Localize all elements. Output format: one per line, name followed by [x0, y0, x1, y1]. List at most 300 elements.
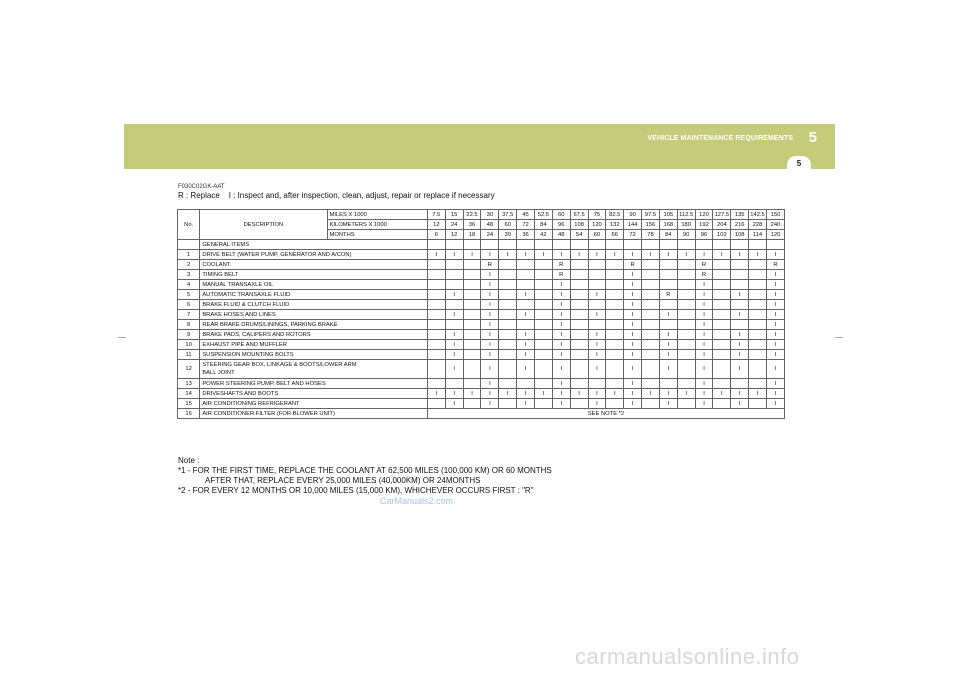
empty-cell — [749, 300, 767, 310]
item-number: 10 — [178, 340, 200, 350]
crop-mark-left — [118, 337, 126, 338]
empty-cell — [713, 280, 731, 290]
empty-cell — [499, 360, 517, 379]
action-cell: I — [481, 300, 499, 310]
item-description — [200, 330, 428, 340]
note-2: *2 - FOR EVERY 12 MONTHS OR 10,000 MILES (15,000 KM), WHICHEVER OCCURS FIRST : "R" — [178, 486, 534, 495]
empty-cell — [445, 300, 463, 310]
item-number: 7 — [178, 310, 200, 320]
action-cell: I — [588, 360, 606, 379]
empty-cell — [427, 310, 445, 320]
interval-months: 42 — [534, 230, 552, 240]
empty-cell — [570, 379, 588, 389]
interval-km: 72 — [517, 220, 535, 230]
empty-cell — [677, 379, 695, 389]
action-cell: I — [731, 350, 749, 360]
empty-cell — [570, 320, 588, 330]
interval-months: 24 — [481, 230, 499, 240]
table-row — [178, 270, 785, 280]
action-cell: I — [749, 389, 767, 399]
action-cell: I — [445, 389, 463, 399]
interval-miles: 52.5 — [534, 210, 552, 220]
empty-cell — [499, 290, 517, 300]
interval-km: 60 — [499, 220, 517, 230]
note-1-continued: AFTER THAT, REPLACE EVERY 25,000 MILES (40,000KM) OR 24MONTHS — [205, 476, 481, 485]
empty-cell — [534, 280, 552, 290]
header-row-miles — [178, 210, 785, 220]
empty-cell — [713, 270, 731, 280]
action-cell: I — [552, 290, 570, 300]
action-cell: I — [659, 340, 677, 350]
action-cell: I — [624, 330, 642, 340]
action-cell: I — [766, 310, 784, 320]
interval-km: 96 — [552, 220, 570, 230]
interval-miles: 60 — [552, 210, 570, 220]
item-number: 9 — [178, 330, 200, 340]
empty-cell — [570, 280, 588, 290]
action-cell: I — [695, 340, 713, 350]
action-cell: I — [731, 250, 749, 260]
action-cell: I — [445, 350, 463, 360]
empty-cell — [731, 379, 749, 389]
action-cell: I — [659, 360, 677, 379]
empty-cell — [463, 330, 481, 340]
action-cell: I — [445, 399, 463, 409]
table-row — [178, 389, 785, 399]
empty-cell — [749, 340, 767, 350]
action-cell: I — [695, 379, 713, 389]
header-unit-label: KILOMETERS X 1000 — [327, 220, 427, 230]
header-unit-label: MONTHS — [327, 230, 427, 240]
empty-cell — [766, 240, 784, 250]
empty-cell — [534, 300, 552, 310]
empty-cell — [677, 240, 695, 250]
interval-miles: 45 — [517, 210, 535, 220]
item-description — [200, 320, 428, 330]
empty-cell — [427, 290, 445, 300]
empty-cell — [534, 240, 552, 250]
interval-months: 108 — [731, 230, 749, 240]
empty-cell — [677, 290, 695, 300]
item-description-text: STEERING GEAR BOX, LINKAGE & BOOTS/LOWER ARM — [202, 362, 357, 368]
empty-cell — [534, 399, 552, 409]
interval-miles: 30 — [481, 210, 499, 220]
empty-cell — [463, 340, 481, 350]
see-note-cell: SEE NOTE *2 — [427, 409, 784, 419]
empty-cell — [499, 310, 517, 320]
item-description-text: REAR BRAKE DRUMS/LININGS, PARKING BRAKE — [202, 321, 338, 328]
interval-months: 60 — [588, 230, 606, 240]
empty-cell — [642, 280, 660, 290]
interval-km: 192 — [695, 220, 713, 230]
empty-cell — [713, 290, 731, 300]
item-description-text: BRAKE PADS, CALIPERS AND ROTORS — [202, 331, 311, 338]
action-cell: R — [481, 260, 499, 270]
item-description-text: AIR CONDITIONING REFRIGERANT — [202, 400, 300, 407]
table-row — [178, 320, 785, 330]
interval-months: 90 — [677, 230, 695, 240]
action-cell: I — [731, 389, 749, 399]
empty-cell — [499, 260, 517, 270]
empty-cell — [445, 270, 463, 280]
empty-cell — [749, 360, 767, 379]
action-cell: I — [481, 340, 499, 350]
action-cell: I — [731, 330, 749, 340]
interval-km: 144 — [624, 220, 642, 230]
maintenance-schedule-table — [177, 209, 785, 419]
action-cell: R — [624, 260, 642, 270]
empty-cell — [499, 270, 517, 280]
action-cell: I — [659, 330, 677, 340]
empty-cell — [749, 290, 767, 300]
interval-months: 30 — [499, 230, 517, 240]
interval-months: 48 — [552, 230, 570, 240]
empty-cell — [659, 270, 677, 280]
table-row — [178, 310, 785, 320]
interval-km: 216 — [731, 220, 749, 230]
empty-cell — [749, 280, 767, 290]
empty-cell — [659, 240, 677, 250]
empty-cell — [517, 240, 535, 250]
empty-cell — [677, 340, 695, 350]
item-number: 16 — [178, 409, 200, 419]
interval-miles: 120 — [695, 210, 713, 220]
empty-cell — [445, 240, 463, 250]
table-row — [178, 280, 785, 290]
general-items-label: GENERAL ITEMS — [200, 240, 428, 250]
action-cell: I — [445, 310, 463, 320]
empty-cell — [570, 330, 588, 340]
item-number: 5 — [178, 290, 200, 300]
empty-cell — [749, 379, 767, 389]
item-number: 2 — [178, 260, 200, 270]
interval-km: 156 — [642, 220, 660, 230]
interval-miles: 135 — [731, 210, 749, 220]
empty-cell — [427, 320, 445, 330]
action-cell: I — [766, 340, 784, 350]
table-row — [178, 340, 785, 350]
interval-km: 228 — [749, 220, 767, 230]
empty-cell — [642, 310, 660, 320]
item-description-text: AUTOMATIC TRANSAXLE FLUID — [202, 291, 291, 298]
item-description — [200, 290, 428, 300]
interval-km: 120 — [588, 220, 606, 230]
empty-cell — [499, 399, 517, 409]
action-cell: I — [659, 399, 677, 409]
empty-cell — [606, 240, 624, 250]
action-cell: I — [481, 360, 499, 379]
empty-cell — [642, 290, 660, 300]
action-cell: I — [552, 280, 570, 290]
table-row — [178, 260, 785, 270]
empty-cell — [463, 260, 481, 270]
item-description-text-2: BALL JOINT — [202, 370, 235, 376]
empty-cell — [606, 330, 624, 340]
action-cell: I — [517, 250, 535, 260]
action-cell: I — [624, 250, 642, 260]
empty-cell — [659, 379, 677, 389]
item-description-text: SUSPENSION MOUNTING BOLTS — [202, 351, 294, 358]
item-number: 6 — [178, 300, 200, 310]
action-cell: I — [624, 270, 642, 280]
action-cell: I — [445, 330, 463, 340]
empty-cell — [463, 360, 481, 379]
action-cell: I — [588, 330, 606, 340]
empty-cell — [499, 300, 517, 310]
action-cell: I — [731, 399, 749, 409]
action-cell: I — [766, 320, 784, 330]
empty-cell — [749, 320, 767, 330]
empty-cell — [534, 270, 552, 280]
interval-km: 240 — [766, 220, 784, 230]
interval-months: 72 — [624, 230, 642, 240]
interval-km: 204 — [713, 220, 731, 230]
interval-miles: 105 — [659, 210, 677, 220]
action-cell: I — [588, 389, 606, 399]
empty-cell — [642, 360, 660, 379]
item-number: 1 — [178, 250, 200, 260]
watermark-inline: CarManuals2.com — [380, 496, 454, 506]
empty-cell — [499, 350, 517, 360]
empty-cell — [534, 379, 552, 389]
header-unit-label: MILES X 1000 — [327, 210, 427, 220]
action-cell: I — [552, 340, 570, 350]
header-description: DESCRIPTION — [200, 210, 327, 240]
interval-months: 36 — [517, 230, 535, 240]
empty-cell — [570, 399, 588, 409]
empty-cell — [677, 350, 695, 360]
empty-cell — [713, 340, 731, 350]
item-description-text: DRIVESHAFTS AND BOOTS — [202, 390, 279, 397]
empty-cell — [606, 260, 624, 270]
empty-cell — [659, 260, 677, 270]
interval-miles: 112.5 — [679, 211, 694, 218]
action-cell: I — [642, 250, 660, 260]
interval-miles: 22.5 — [463, 210, 481, 220]
empty-cell — [534, 350, 552, 360]
empty-cell — [677, 360, 695, 379]
empty-cell — [534, 260, 552, 270]
action-cell: I — [463, 389, 481, 399]
action-cell: I — [481, 270, 499, 280]
item-description — [200, 379, 428, 389]
empty-cell — [570, 290, 588, 300]
empty-cell — [659, 280, 677, 290]
empty-cell — [463, 310, 481, 320]
interval-months: 84 — [659, 230, 677, 240]
action-cell: I — [642, 389, 660, 399]
interval-months: 96 — [695, 230, 713, 240]
action-cell: I — [695, 360, 713, 379]
empty-cell — [624, 240, 642, 250]
action-cell: I — [427, 389, 445, 399]
action-cell: I — [481, 290, 499, 300]
empty-cell — [463, 320, 481, 330]
empty-cell — [749, 350, 767, 360]
item-number: 4 — [178, 280, 200, 290]
interval-km: 36 — [463, 220, 481, 230]
action-cell: I — [517, 290, 535, 300]
action-cell: I — [766, 389, 784, 399]
empty-cell — [427, 270, 445, 280]
action-cell: I — [499, 389, 517, 399]
action-cell: I — [659, 250, 677, 260]
action-cell: I — [731, 360, 749, 379]
action-cell: R — [695, 260, 713, 270]
action-cell: I — [481, 320, 499, 330]
action-cell: I — [481, 310, 499, 320]
action-cell: I — [445, 360, 463, 379]
empty-cell — [517, 379, 535, 389]
action-cell: I — [445, 290, 463, 300]
interval-km: 168 — [659, 220, 677, 230]
action-cell: I — [695, 389, 713, 399]
section-title: VEHICLE MAINTENANCE REQUIREMENTS — [647, 135, 793, 142]
empty-cell — [606, 290, 624, 300]
empty-cell — [606, 310, 624, 320]
action-cell: I — [534, 250, 552, 260]
general-items-row — [178, 240, 785, 250]
empty-cell — [588, 270, 606, 280]
action-cell: I — [570, 250, 588, 260]
interval-months: 54 — [570, 230, 588, 240]
action-cell: I — [766, 379, 784, 389]
action-cell: R — [695, 270, 713, 280]
empty-cell — [570, 240, 588, 250]
item-description — [200, 350, 428, 360]
action-cell: I — [731, 290, 749, 300]
general-no-cell — [178, 240, 200, 250]
action-cell: I — [695, 330, 713, 340]
action-cell: I — [552, 330, 570, 340]
action-cell: I — [624, 310, 642, 320]
empty-cell — [588, 280, 606, 290]
empty-cell — [427, 300, 445, 310]
action-cell: I — [481, 250, 499, 260]
empty-cell — [677, 260, 695, 270]
empty-cell — [534, 310, 552, 320]
empty-cell — [731, 270, 749, 280]
action-cell: R — [766, 260, 784, 270]
action-cell: R — [659, 290, 677, 300]
action-cell: I — [624, 290, 642, 300]
empty-cell — [749, 399, 767, 409]
empty-cell — [534, 320, 552, 330]
empty-cell — [749, 260, 767, 270]
empty-cell — [463, 399, 481, 409]
action-cell: I — [624, 399, 642, 409]
empty-cell — [606, 320, 624, 330]
watermark-footer: carmanualsonline.info — [575, 644, 800, 669]
action-cell: R — [552, 270, 570, 280]
empty-cell — [731, 240, 749, 250]
empty-cell — [534, 290, 552, 300]
empty-cell — [606, 399, 624, 409]
empty-cell — [731, 320, 749, 330]
empty-cell — [517, 270, 535, 280]
empty-cell — [731, 260, 749, 270]
item-description — [200, 389, 428, 399]
empty-cell — [534, 330, 552, 340]
table-row — [178, 379, 785, 389]
interval-miles: 37.5 — [499, 210, 517, 220]
empty-cell — [659, 320, 677, 330]
action-cell: I — [766, 290, 784, 300]
table-row — [178, 300, 785, 310]
interval-km: 48 — [481, 220, 499, 230]
item-description — [200, 310, 428, 320]
action-cell: I — [552, 300, 570, 310]
interval-km: 108 — [570, 220, 588, 230]
item-description-text: AIR CONDITIONER FILTER (FOR BLOWER UNIT) — [202, 410, 335, 417]
item-description — [200, 280, 428, 290]
empty-cell — [499, 320, 517, 330]
empty-cell — [427, 350, 445, 360]
action-cell: I — [713, 389, 731, 399]
empty-cell — [606, 300, 624, 310]
interval-miles: 15 — [445, 210, 463, 220]
empty-cell — [713, 300, 731, 310]
item-description — [200, 340, 428, 350]
action-cell: I — [606, 250, 624, 260]
action-cell: I — [552, 320, 570, 330]
item-number: 8 — [178, 320, 200, 330]
item-number: 11 — [178, 350, 200, 360]
empty-cell — [463, 290, 481, 300]
empty-cell — [642, 379, 660, 389]
empty-cell — [499, 340, 517, 350]
action-cell: I — [766, 280, 784, 290]
empty-cell — [445, 320, 463, 330]
empty-cell — [713, 310, 731, 320]
empty-cell — [713, 320, 731, 330]
interval-miles: 75 — [588, 210, 606, 220]
empty-cell — [642, 340, 660, 350]
action-cell: I — [552, 360, 570, 379]
action-cell: I — [695, 350, 713, 360]
action-cell: I — [552, 399, 570, 409]
empty-cell — [606, 280, 624, 290]
empty-cell — [749, 270, 767, 280]
action-cell: I — [588, 290, 606, 300]
empty-cell — [677, 320, 695, 330]
empty-cell — [606, 270, 624, 280]
empty-cell — [588, 320, 606, 330]
table-row — [178, 250, 785, 260]
empty-cell — [427, 360, 445, 379]
empty-cell — [463, 270, 481, 280]
item-description-text: TIMING BELT — [202, 271, 239, 278]
action-cell: I — [534, 389, 552, 399]
action-cell: I — [481, 399, 499, 409]
empty-cell — [427, 260, 445, 270]
empty-cell — [606, 379, 624, 389]
action-cell: I — [445, 250, 463, 260]
empty-cell — [427, 330, 445, 340]
interval-months: 78 — [642, 230, 660, 240]
empty-cell — [445, 280, 463, 290]
action-cell: I — [695, 250, 713, 260]
item-description-text: COOLANT — [202, 261, 231, 268]
interval-km: 84 — [534, 220, 552, 230]
empty-cell — [713, 350, 731, 360]
item-description-text: BRAKE HOSES AND LINES — [202, 311, 276, 318]
action-cell: I — [517, 350, 535, 360]
empty-cell — [713, 260, 731, 270]
action-cell: I — [588, 250, 606, 260]
empty-cell — [713, 330, 731, 340]
empty-cell — [427, 399, 445, 409]
